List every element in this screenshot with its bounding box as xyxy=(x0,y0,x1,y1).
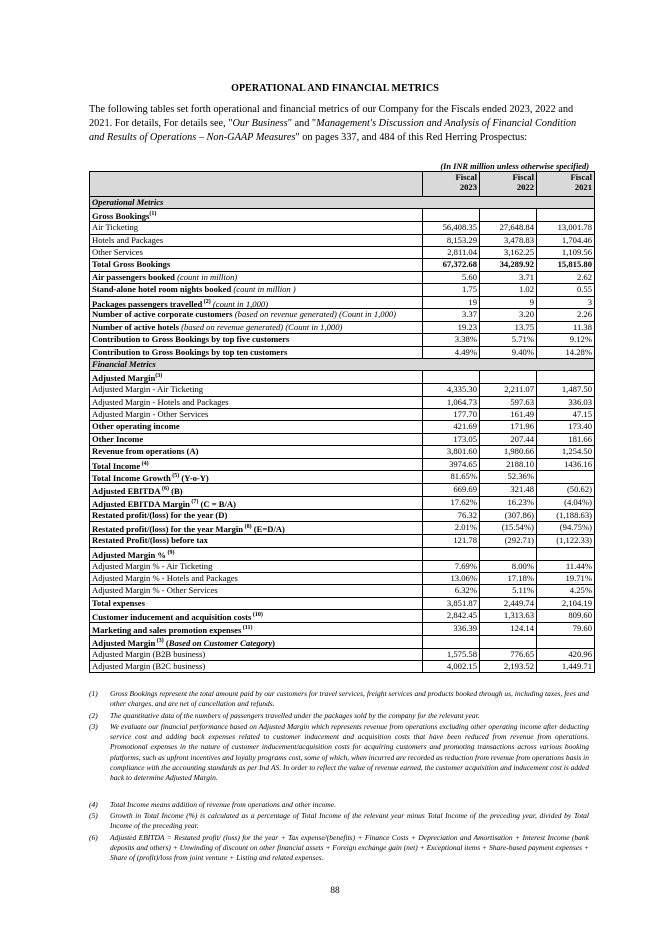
value-cell-fiscal-2021: 1,254.50 xyxy=(537,446,595,458)
row-label: Adjusted Margin - Other Services xyxy=(90,409,423,421)
intro-text-2: " and " xyxy=(287,118,317,129)
value-cell-fiscal-2022: 16.23% xyxy=(480,497,537,510)
table-row xyxy=(90,371,595,384)
value-cell-fiscal-2022: 52.36% xyxy=(480,471,537,484)
footnote-item xyxy=(89,711,589,721)
page-number: 88 xyxy=(330,886,340,896)
table-row xyxy=(90,209,595,222)
section-header-row xyxy=(90,197,595,209)
row-label: Other Income xyxy=(90,433,423,445)
value-cell-fiscal-2021 xyxy=(537,371,595,384)
value-cell-fiscal-2021 xyxy=(537,209,595,222)
value-cell-fiscal-2021: 1,449.71 xyxy=(537,661,595,673)
row-label: Total expenses xyxy=(90,597,423,609)
footnote-marker: (2) xyxy=(89,711,98,720)
row-label: Total Income Growth $^{(5)}$ (Y-o-Y) xyxy=(90,471,423,484)
value-cell-fiscal-2023: 121.78 xyxy=(423,535,480,547)
footnote-marker: (4) xyxy=(89,800,98,809)
footnote-marker: (5) xyxy=(89,811,98,820)
table-row xyxy=(90,635,595,648)
value-cell-fiscal-2022: 171.96 xyxy=(480,421,537,433)
table-row xyxy=(90,247,595,259)
page-title: OPERATIONAL AND FINANCIAL METRICS xyxy=(231,83,439,94)
value-cell-fiscal-2023 xyxy=(423,635,480,648)
mdna-reference: Management's Discussion and Analysis of Financial Condition and Results of Operations – Non-GAAP Measures xyxy=(89,118,577,143)
value-cell-fiscal-2023 xyxy=(423,371,480,384)
value-cell-fiscal-2023: 3,851.87 xyxy=(423,597,480,609)
table-row xyxy=(90,572,595,584)
table-row xyxy=(90,296,595,309)
value-cell-fiscal-2023: 56,408.35 xyxy=(423,222,480,234)
table-row xyxy=(90,585,595,597)
value-cell-fiscal-2021: 2.62 xyxy=(537,271,595,283)
row-label: Adjusted Margin - Air Ticketing xyxy=(90,384,423,396)
value-cell-fiscal-2022: 3,478.83 xyxy=(480,234,537,246)
table-row xyxy=(90,648,595,660)
footnote-text: The quantitative data of the numbers of passengers travelled under the packages sold by the company for the relevant year. xyxy=(110,711,480,720)
value-cell-fiscal-2022: 2,449.74 xyxy=(480,597,537,609)
value-cell-fiscal-2023: 19.23 xyxy=(423,321,480,333)
value-cell-fiscal-2021: 1,704.46 xyxy=(537,234,595,246)
table-row xyxy=(90,421,595,433)
value-cell-fiscal-2023: 5.60 xyxy=(423,271,480,283)
row-label: Adjusted Margin % - Other Services xyxy=(90,585,423,597)
value-cell-fiscal-2021: (94.75%) xyxy=(537,522,595,535)
value-cell-fiscal-2021: 11.44% xyxy=(537,560,595,572)
value-cell-fiscal-2022: 13.75 xyxy=(480,321,537,333)
value-cell-fiscal-2021: 1,109.56 xyxy=(537,247,595,259)
row-label: Restated profit/(loss) for the year Margin $^{(8)}$ (E=D/A) xyxy=(90,522,423,535)
value-cell-fiscal-2021: 14.28% xyxy=(537,346,595,358)
row-label: Adjusted Margin % $^{(9)}$ xyxy=(90,547,423,560)
footnote-text: Gross Bookings represent the total amount paid by our customers for travel services, freight services and products booked through us, including taxes, fees and other charges, and are net of cancellation and refunds. xyxy=(110,689,589,709)
table-row xyxy=(90,284,595,296)
row-label: Total Income $^{(4)}$ xyxy=(90,458,423,471)
row-label: Air passengers booked (count in million) xyxy=(90,271,423,283)
value-cell-fiscal-2022 xyxy=(480,635,537,648)
footnote-text: Total Income means addition of revenue from operations and other income. xyxy=(110,800,337,809)
value-cell-fiscal-2022: 17.18% xyxy=(480,572,537,584)
value-cell-fiscal-2022: 34,289.92 xyxy=(480,259,537,271)
table-row xyxy=(90,661,595,673)
table-row xyxy=(90,334,595,346)
table-row xyxy=(90,409,595,421)
intro-paragraph xyxy=(89,103,589,145)
value-cell-fiscal-2022: 1,313.63 xyxy=(480,610,537,623)
table-row xyxy=(90,610,595,623)
our-business-reference: Our Business xyxy=(232,118,288,129)
intro-text-1: The following tables set forth operational and financial metrics of our Company for the Fiscals ended 2023, 2022 and 2021. For details, For details see, " xyxy=(89,104,574,129)
value-cell-fiscal-2022: 3,162.25 xyxy=(480,247,537,259)
value-cell-fiscal-2022: 597.63 xyxy=(480,396,537,408)
value-cell-fiscal-2022: 9 xyxy=(480,296,537,309)
value-cell-fiscal-2022: 5.11% xyxy=(480,585,537,597)
table-row xyxy=(90,321,595,333)
row-label: Adjusted Margin (B2C business) xyxy=(90,661,423,673)
footnote-text: Growth in Total Income (%) is calculated as a percentage of Total Income of the relevant year minus Total Income of the preceding year, divided by Total Income of the preceding year. xyxy=(110,811,589,831)
value-cell-fiscal-2021: 181.66 xyxy=(537,433,595,445)
value-cell-fiscal-2021: 19.71% xyxy=(537,572,595,584)
table-row xyxy=(90,396,595,408)
row-label: Air Ticketing xyxy=(90,222,423,234)
value-cell-fiscal-2023: 3.38% xyxy=(423,334,480,346)
value-cell-fiscal-2023: 67,372.68 xyxy=(423,259,480,271)
value-cell-fiscal-2021: 47.15 xyxy=(537,409,595,421)
row-label: Packages passengers travelled $^{(2)}$ (count in 1,000) xyxy=(90,296,423,309)
value-cell-fiscal-2023: 421.69 xyxy=(423,421,480,433)
value-cell-fiscal-2022: 124.14 xyxy=(480,622,537,635)
value-cell-fiscal-2022: 5.71% xyxy=(480,334,537,346)
table-row xyxy=(90,309,595,321)
value-cell-fiscal-2023: 336.39 xyxy=(423,622,480,635)
value-cell-fiscal-2022: 2,193.52 xyxy=(480,661,537,673)
row-label: Number of active hotels (based on revenue generated) (Count in 1,000) xyxy=(90,321,423,333)
value-cell-fiscal-2021: (4.04%) xyxy=(537,497,595,510)
table-row xyxy=(90,522,595,535)
value-cell-fiscal-2023: 81.65% xyxy=(423,471,480,484)
value-cell-fiscal-2021: 0.55 xyxy=(537,284,595,296)
value-cell-fiscal-2021: 9.12% xyxy=(537,334,595,346)
table-row xyxy=(90,433,595,445)
row-label: Adjusted Margin % - Air Ticketing xyxy=(90,560,423,572)
row-label: Adjusted EBITDA $^{(6)}$ (B) xyxy=(90,484,423,497)
value-cell-fiscal-2021: 1436.16 xyxy=(537,458,595,471)
value-cell-fiscal-2021: 13,001.78 xyxy=(537,222,595,234)
value-cell-fiscal-2023: 173.05 xyxy=(423,433,480,445)
value-cell-fiscal-2023: 76.32 xyxy=(423,510,480,522)
row-label: Customer inducement and acquisition costs $^{(10)}$ xyxy=(90,610,423,623)
footnote-marker: (3) xyxy=(89,722,98,731)
footnote-item xyxy=(89,689,589,709)
table-row xyxy=(90,346,595,358)
footnote-marker: (6) xyxy=(89,833,98,842)
row-label: Adjusted Margin$^{(3)}$ xyxy=(90,371,423,384)
value-cell-fiscal-2021: (50.62) xyxy=(537,484,595,497)
value-cell-fiscal-2022 xyxy=(480,371,537,384)
value-cell-fiscal-2022: 3.71 xyxy=(480,271,537,283)
value-cell-fiscal-2021: 15,815.80 xyxy=(537,259,595,271)
value-cell-fiscal-2023: 4,002.15 xyxy=(423,661,480,673)
value-cell-fiscal-2021: 3 xyxy=(537,296,595,309)
value-cell-fiscal-2022: 3.20 xyxy=(480,309,537,321)
table-row xyxy=(90,560,595,572)
value-cell-fiscal-2023: 4.49% xyxy=(423,346,480,358)
value-cell-fiscal-2022: 207.44 xyxy=(480,433,537,445)
table-row xyxy=(90,484,595,497)
value-cell-fiscal-2022: 8.00% xyxy=(480,560,537,572)
value-cell-fiscal-2023: 4,335.30 xyxy=(423,384,480,396)
value-cell-fiscal-2023: 1,064.73 xyxy=(423,396,480,408)
row-label: Other operating income xyxy=(90,421,423,433)
table-row xyxy=(90,271,595,283)
value-cell-fiscal-2023 xyxy=(423,209,480,222)
unit-note: (In INR million unless otherwise specified) xyxy=(440,162,589,171)
value-cell-fiscal-2023: 8,153.29 xyxy=(423,234,480,246)
table-row xyxy=(90,446,595,458)
footnote-text: Adjusted EBITDA = Restated profit/ (loss) for the year + Tax expense/(benefits) + Finance Costs + Depreciation and Amortisation + Interest Income (bank deposits and others) + Unwinding of discount on other financial assets + Foreign exchange gain (net) + Exceptional items + Share-based payment expenses + Share of (profit)/loss from joint venture + Listing and related expenses. xyxy=(110,833,589,863)
table-row xyxy=(90,510,595,522)
table-row xyxy=(90,497,595,510)
footnote-item xyxy=(89,811,589,831)
row-label: Number of active corporate customers (based on revenue generated) (Count in 1,000) xyxy=(90,309,423,321)
value-cell-fiscal-2023: 1.75 xyxy=(423,284,480,296)
row-label: Restated Profit/(loss) before tax xyxy=(90,535,423,547)
row-label: Restated profit/(loss) for the year (D) xyxy=(90,510,423,522)
row-label: Adjusted Margin - Hotels and Packages xyxy=(90,396,423,408)
value-cell-fiscal-2021 xyxy=(537,547,595,560)
header-fiscal-2022: Fiscal 2022 xyxy=(480,172,537,197)
value-cell-fiscal-2022: 27,648.84 xyxy=(480,222,537,234)
value-cell-fiscal-2021: 79.60 xyxy=(537,622,595,635)
table-row xyxy=(90,622,595,635)
row-label: Contribution to Gross Bookings by top five customers xyxy=(90,334,423,346)
footnote-item xyxy=(89,722,589,783)
value-cell-fiscal-2023 xyxy=(423,547,480,560)
value-cell-fiscal-2022: 321.48 xyxy=(480,484,537,497)
value-cell-fiscal-2023: 177.70 xyxy=(423,409,480,421)
value-cell-fiscal-2023: 19 xyxy=(423,296,480,309)
value-cell-fiscal-2021: 4.25% xyxy=(537,585,595,597)
value-cell-fiscal-2022: 2,211.07 xyxy=(480,384,537,396)
value-cell-fiscal-2023: 2,842.45 xyxy=(423,610,480,623)
intro-text-3: " on pages 337, and 484 of this Red Herring Prospectus: xyxy=(295,132,528,143)
footnote-text: We evaluate our financial performance based on Adjusted Margin which represents revenue from operations excluding other operating income after deducting service cost and adding back expenses related to customer inducement and acquisition costs that have been reduced from revenue from operations. Promotional expenses in the nature of customer inducement/acquisition costs for acquiring customers and promoting transactions across various booking platforms, such as upfront incentives and loyalty programs cost, some of which, when incurred are recorded as reduction from revenue from operations basis in compliance with the accounting standards as per Ind AS. In order to reflect the value of revenue earned, the customer acquisition and inducement cost is added back to determine Adjusted Margin. xyxy=(110,722,589,783)
row-label: Revenue from operations (A) xyxy=(90,446,423,458)
row-label: Other Services xyxy=(90,247,423,259)
value-cell-fiscal-2022: 1,980.66 xyxy=(480,446,537,458)
value-cell-fiscal-2022: 9.40% xyxy=(480,346,537,358)
row-label: Operational Metrics xyxy=(90,197,595,209)
row-label: Contribution to Gross Bookings by top ten customers xyxy=(90,346,423,358)
table-row xyxy=(90,384,595,396)
value-cell-fiscal-2021: 2,104.19 xyxy=(537,597,595,609)
value-cell-fiscal-2021: (1,122.33) xyxy=(537,535,595,547)
metrics-table xyxy=(89,171,595,673)
table-header-row xyxy=(90,172,595,197)
value-cell-fiscal-2021 xyxy=(537,471,595,484)
row-label: Stand-alone hotel room nights booked (count in million ) xyxy=(90,284,423,296)
value-cell-fiscal-2023: 3.37 xyxy=(423,309,480,321)
row-label: Adjusted Margin % - Hotels and Packages xyxy=(90,572,423,584)
value-cell-fiscal-2022 xyxy=(480,547,537,560)
row-label: Marketing and sales promotion expenses $^{(11)}$ xyxy=(90,622,423,635)
value-cell-fiscal-2021 xyxy=(537,635,595,648)
footnote-item xyxy=(89,833,589,864)
value-cell-fiscal-2022: (292.71) xyxy=(480,535,537,547)
value-cell-fiscal-2023: 3974.65 xyxy=(423,458,480,471)
table-row xyxy=(90,234,595,246)
value-cell-fiscal-2022: 161.49 xyxy=(480,409,537,421)
value-cell-fiscal-2022: (307.86) xyxy=(480,510,537,522)
header-fiscal-2021: Fiscal 2021 xyxy=(537,172,595,197)
value-cell-fiscal-2022: 776.65 xyxy=(480,648,537,660)
value-cell-fiscal-2021: 420.96 xyxy=(537,648,595,660)
value-cell-fiscal-2021: 336.03 xyxy=(537,396,595,408)
table-row xyxy=(90,471,595,484)
table-row xyxy=(90,458,595,471)
row-label: Gross Bookings$^{(1)}$ xyxy=(90,209,423,222)
header-label-cell xyxy=(90,172,423,197)
value-cell-fiscal-2022: 1.02 xyxy=(480,284,537,296)
value-cell-fiscal-2021: (1,188.63) xyxy=(537,510,595,522)
table-row xyxy=(90,222,595,234)
value-cell-fiscal-2021: 809.60 xyxy=(537,610,595,623)
table-row xyxy=(90,259,595,271)
value-cell-fiscal-2023: 2.01% xyxy=(423,522,480,535)
row-label: Adjusted Margin $^{(3)}$ (Based on Customer Category) xyxy=(90,635,423,648)
value-cell-fiscal-2021: 1,487.50 xyxy=(537,384,595,396)
row-label: Total Gross Bookings xyxy=(90,259,423,271)
value-cell-fiscal-2023: 13.06% xyxy=(423,572,480,584)
value-cell-fiscal-2023: 2,811.04 xyxy=(423,247,480,259)
footnote-item xyxy=(89,800,589,810)
table-row xyxy=(90,547,595,560)
value-cell-fiscal-2023: 7.69% xyxy=(423,560,480,572)
table-row xyxy=(90,597,595,609)
table-row xyxy=(90,535,595,547)
value-cell-fiscal-2023: 6.32% xyxy=(423,585,480,597)
section-header-row xyxy=(90,359,595,371)
header-fiscal-2023: Fiscal 2023 xyxy=(423,172,480,197)
row-label: Hotels and Packages xyxy=(90,234,423,246)
value-cell-fiscal-2022: (15.54%) xyxy=(480,522,537,535)
value-cell-fiscal-2021: 11.38 xyxy=(537,321,595,333)
value-cell-fiscal-2022: 2188.10 xyxy=(480,458,537,471)
row-label: Adjusted Margin (B2B business) xyxy=(90,648,423,660)
row-label: Financial Metrics xyxy=(90,359,595,371)
value-cell-fiscal-2021: 173.40 xyxy=(537,421,595,433)
footnote-marker: (1) xyxy=(89,689,98,698)
value-cell-fiscal-2022 xyxy=(480,209,537,222)
value-cell-fiscal-2023: 17.62% xyxy=(423,497,480,510)
value-cell-fiscal-2023: 1,575.58 xyxy=(423,648,480,660)
value-cell-fiscal-2021: 2.26 xyxy=(537,309,595,321)
row-label: Adjusted EBITDA Margin $^{(7)}$ (C = B/A) xyxy=(90,497,423,510)
value-cell-fiscal-2023: 3,801.60 xyxy=(423,446,480,458)
value-cell-fiscal-2023: 669.69 xyxy=(423,484,480,497)
